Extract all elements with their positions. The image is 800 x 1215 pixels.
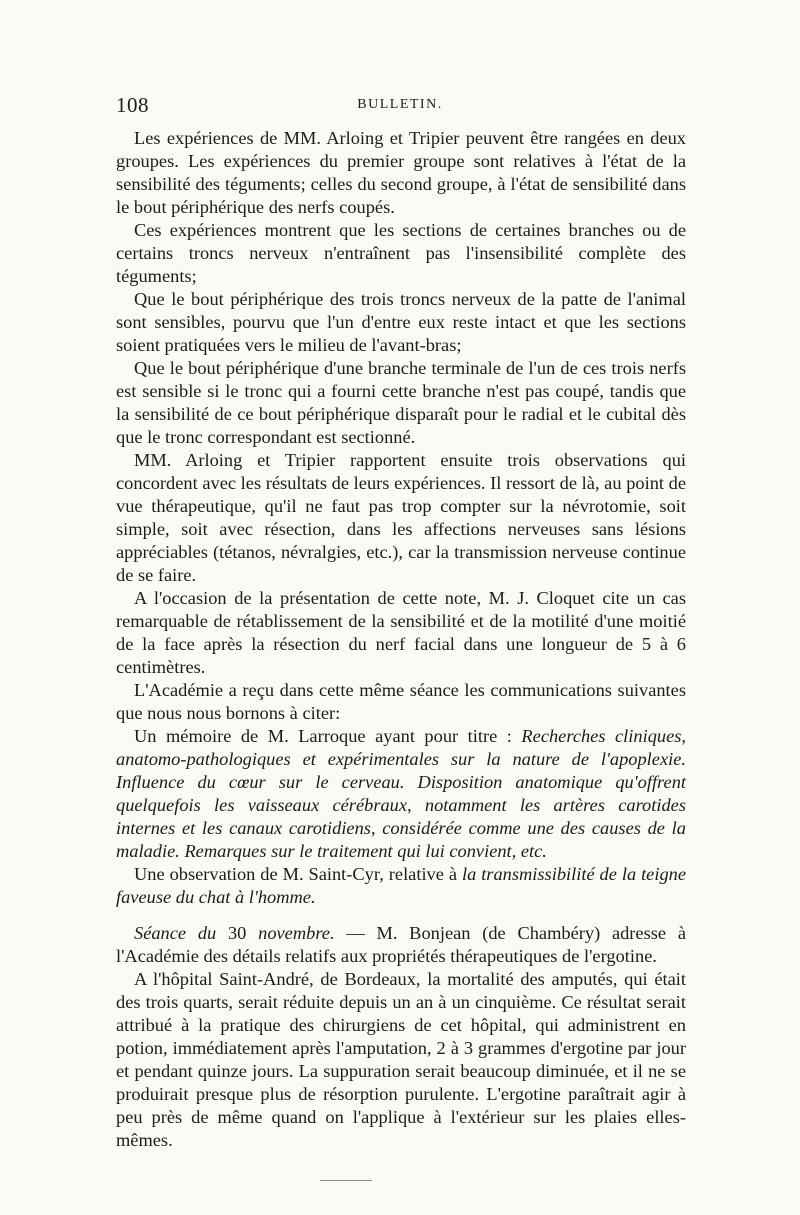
session-label-a: Séance du (134, 923, 228, 943)
page-number: 108 (116, 93, 149, 117)
paragraph-observations: MM. Arloing et Tripier rapportent ensuite trois observations qui concordent avec les résultats de leurs expériences. Il ressort de là, au point de vue thérapeutique, qu'il ne faut pas trop compter sur la névrotomie, soit simple, soit avec résection, dans les affections nerveuses sans lésions appréciables (tétanos, névralgies, etc.), car la transmission nerveuse continue de se faire. (116, 450, 686, 585)
paragraph-arloing-groups: Les expériences de MM. Arloing et Tripier peuvent être rangées en deux groupes. Les expériences du premier groupe sont relatives à l'état de la sensibilité des téguments; celles du second groupe, à l'état de sensibilité dans le bout périphérique des nerfs coupés. (116, 128, 686, 217)
paragraph-session-30-november (116, 922, 686, 968)
paragraph-sections-results: Ces expériences montrent que les sections de certaines branches ou de certains troncs nerveux n'entraînent pas l'insensibilité complète des téguments; (116, 220, 686, 286)
saint-cyr-title: la transmissibilité de la teigne faveuse du chat à l'homme. (116, 864, 687, 907)
larroque-lead: Un mémoire de M. Larroque ayant pour titre : (134, 726, 522, 746)
paragraph-communications: L'Académie a reçu dans cette même séance les communications suivantes que nous nous bornons à citer: (116, 680, 686, 723)
page-header (0, 93, 800, 121)
paragraph-saint-andre: A l'hôpital Saint-André, de Bordeaux, la mortalité des amputés, qui était des trois quarts, serait réduite depuis un an à un cinquième. Ce résultat serait attribué à la pratique des chirurgiens de cet hôpital, qui administrent en potion, immédiatement après l'amputation, 2 à 3 grammes d'ergotine par jour et pendant quinze jours. La suppuration serait beaucoup diminuée, et il ne se produirait presque plus de résorption purulente. L'ergotine paraîtrait agir à peu près de même quand on l'applique à l'extérieur sur les plaies elles-mêmes. (116, 969, 686, 1150)
saint-cyr-lead: Une observation de M. Saint-Cyr, relative à (134, 864, 462, 884)
session-day: 30 (227, 923, 247, 943)
session-text: — M. Bonjean (de Chambéry) adresse à l'Académie des détails relatifs aux propriétés thérapeutiques de l'ergotine. (116, 923, 686, 966)
footer-rule (320, 1180, 372, 1181)
session-label-b: novembre. (246, 923, 335, 943)
paragraph-three-trunks: Que le bout périphérique des trois troncs nerveux de la patte de l'animal sont sensibles, pourvu que l'un d'entre eux reste intact et que les sections soient pratiquées vers le milieu de l'avant-bras; (116, 289, 686, 355)
paragraph-terminal-branch: Que le bout périphérique d'une branche terminale de l'un de ces trois nerfs est sensible si le tronc qui a fourni cette branche n'est pas coupé, tandis que la sensibilité de ce bout périphérique disparaît pour le radial et le cubital dès que le tronc correspondant est sectionné. (116, 358, 686, 447)
paragraph-saint-cyr (116, 863, 686, 909)
larroque-title: Recherches cliniques, anatomo-pathologiques et expérimentales sur la nature de l'apoplexie. Influence du cœur sur le cerveau. Disposition anatomique qu'offrent quelquefois les vaisseaux cérébraux, notamment les artères carotides internes et les canaux carotidiens, considérée comme une des causes de la maladie. Remarques sur le traitement qui lui convient, etc. (116, 726, 686, 861)
body-text (116, 127, 686, 1152)
paragraph-cloquet: A l'occasion de la présentation de cette note, M. J. Cloquet cite un cas remarquable de rétablissement de la sensibilité et de la motilité d'une moitié de la face après la résection du nerf facial dans une longueur de 5 à 6 centimètres. (116, 588, 686, 677)
running-head: BULLETIN. (357, 97, 443, 112)
paragraph-larroque (116, 725, 686, 863)
